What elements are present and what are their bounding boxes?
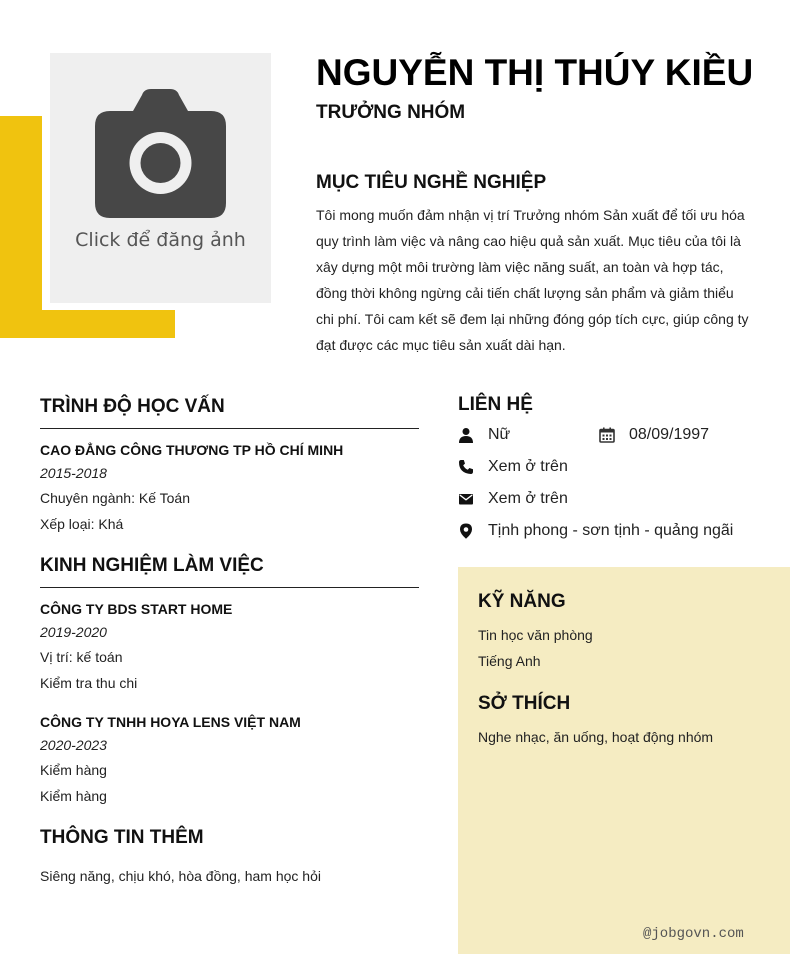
calendar-icon [599, 427, 615, 443]
contact-email [458, 490, 568, 508]
objective-line: đồng thời không ngừng cải tiến chất lượng sản phẩm và giảm thiểu [316, 285, 734, 301]
contact-email-value: Xem ở trên [488, 490, 568, 507]
contact-gender [458, 426, 510, 444]
experience-divider [40, 587, 419, 588]
accent-base [0, 310, 175, 338]
hobbies-text: Nghe nhạc, ăn uống, hoạt động nhóm [478, 729, 714, 745]
objective-line: chi phí. Tôi cam kết sẽ đem lại những đóng góp tích cực, giúp công ty [316, 311, 749, 327]
accent-bar [0, 116, 42, 338]
job-detail: Kiểm hàng [40, 762, 107, 778]
objective-line: xây dựng một môi trường làm việc năng suất, an toàn và hợp tác, [316, 259, 724, 275]
objective-text [316, 202, 756, 358]
envelope-icon [458, 491, 474, 507]
location-pin-icon [458, 523, 474, 539]
person-icon [458, 427, 474, 443]
skills-panel [458, 567, 790, 954]
contact-title: LIÊN HỆ [458, 394, 533, 415]
skills-title: KỸ NĂNG [478, 591, 566, 612]
job-years: 2019-2020 [40, 624, 107, 640]
objective-title: MỤC TIÊU NGHỀ NGHIỆP [316, 172, 547, 193]
education-major: Chuyên ngành: Kế Toán [40, 490, 190, 506]
education-grade: Xếp loại: Khá [40, 516, 124, 532]
contact-phone [458, 458, 568, 476]
job-company: CÔNG TY BDS START HOME [40, 601, 233, 617]
contact-gender-value: Nữ [488, 426, 511, 443]
skill-item: Tiếng Anh [478, 653, 541, 669]
contact-birthday-value: 08/09/1997 [629, 426, 710, 443]
photo-upload-label: Click để đăng ảnh [75, 229, 246, 251]
job-company: CÔNG TY TNHH HOYA LENS VIỆT NAM [40, 714, 301, 730]
experience-title: KINH NGHIỆM LÀM VIỆC [40, 555, 264, 576]
education-title: TRÌNH ĐỘ HỌC VẤN [40, 396, 225, 417]
job-detail: Vị trí: kế toán [40, 649, 123, 665]
job-detail: Kiểm tra thu chi [40, 675, 138, 691]
photo-upload[interactable] [50, 53, 271, 303]
candidate-name: NGUYỄN THỊ THÚY KIỀU [316, 52, 754, 93]
hobbies-title: SỞ THÍCH [478, 693, 571, 714]
contact-address-value: Tịnh phong - sơn tịnh - quảng ngãi [488, 522, 734, 539]
job-years: 2020-2023 [40, 737, 107, 753]
contact-phone-value: Xem ở trên [488, 458, 568, 475]
contact-birthday [599, 426, 709, 444]
contact-address [458, 522, 733, 540]
skill-item: Tin học văn phòng [478, 627, 593, 643]
watermark: @jobgovn.com [643, 926, 744, 942]
camera-icon [95, 89, 226, 219]
extra-text: Siêng năng, chịu khó, hòa đồng, ham học hỏi [40, 868, 321, 884]
candidate-position: TRƯỞNG NHÓM [316, 102, 466, 123]
education-years: 2015-2018 [40, 465, 107, 481]
phone-icon [458, 459, 474, 475]
objective-line: đạt được các mục tiêu sản xuất dài hạn. [316, 337, 566, 353]
job-detail: Kiểm hàng [40, 788, 107, 804]
education-school: CAO ĐẲNG CÔNG THƯƠNG TP HỒ CHÍ MINH [40, 442, 344, 458]
education-divider [40, 428, 419, 429]
objective-line: Tôi mong muốn đảm nhận vị trí Trưởng nhóm Sản xuất để tối ưu hóa [316, 207, 745, 223]
objective-line: quy trình làm việc và nâng cao hiệu quả sản xuất. Mục tiêu của tôi là [316, 233, 741, 249]
extra-title: THÔNG TIN THÊM [40, 827, 204, 848]
